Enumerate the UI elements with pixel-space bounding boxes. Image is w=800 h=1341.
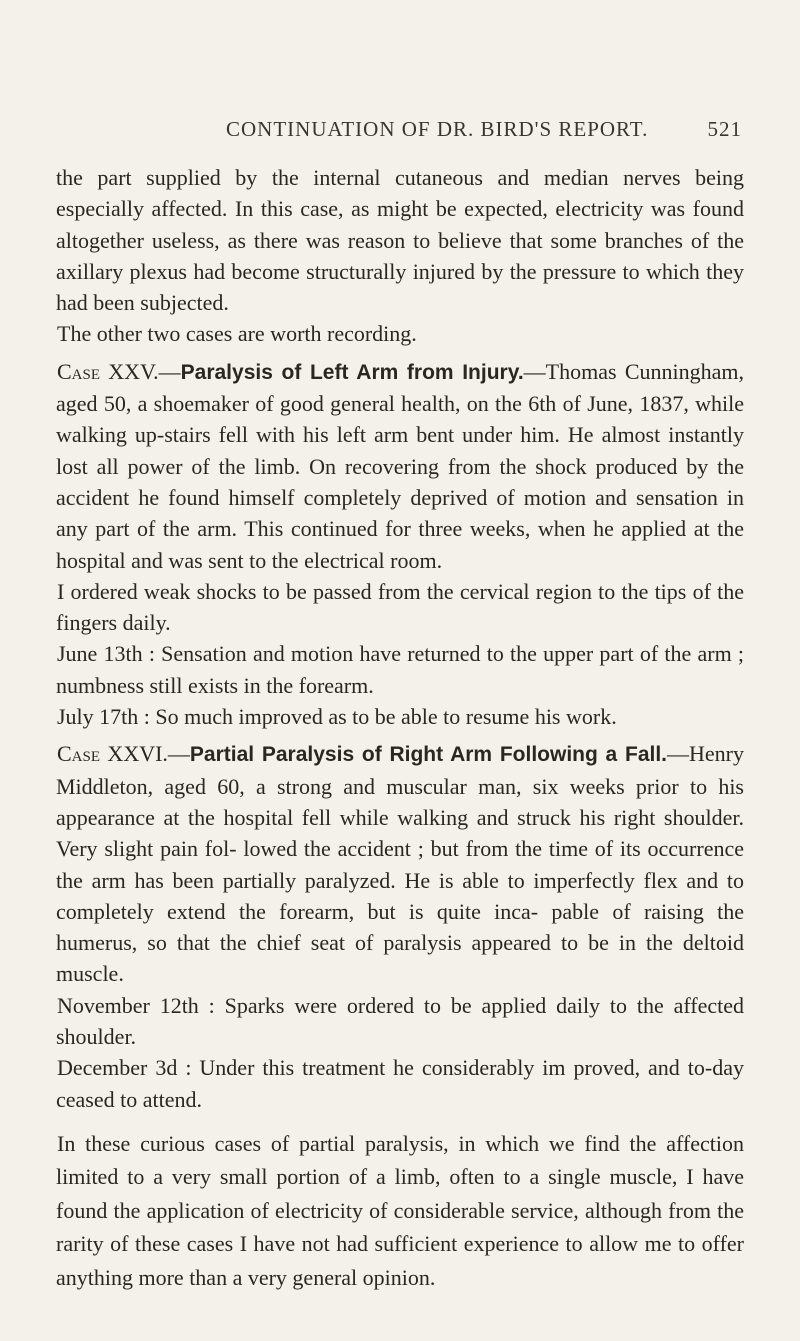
- case-25-june: June 13th : Sensation and motion have returned to the upper part of the arm ; numbness still exists in the forearm.: [56, 641, 744, 698]
- case-26-dash: —: [167, 741, 190, 767]
- case-26-paragraph: [56, 738, 744, 989]
- running-header: [226, 117, 742, 142]
- case-25-dash: —: [158, 358, 181, 384]
- case-26-label: Case XXVI.: [57, 741, 168, 767]
- page-body: [56, 162, 744, 1294]
- case-25-paragraph: [56, 356, 744, 576]
- case-26-text: —Henry Middleton, aged 60, a strong and muscular man, six weeks prior to his appearance at the hospital fell while walking and struck his right shoulder. Very slight pain fol- lowed the accident ; but from the time of its occurrence the arm has been partially paralyzed. He is able to imperfectly flex and to completely extend the forearm, but is quite inca- pable of raising the humerus, so that the chief seat of paralysis appeared to be in the deltoid muscle.: [56, 741, 744, 987]
- closing-paragraph: In these curious cases of partial paralysis, in which we find the affection limited to a very small portion of a limb, often to a single muscle, I have found the application of electricity of considerable service, although from the rarity of these cases I have not had sufficient experience to allow me to offer anything more than a very general opinion.: [56, 1130, 744, 1290]
- case-25-label: Case XXV.: [57, 358, 159, 384]
- case-26-december: December 3d : Under this treatment he considerably im proved, and to-day ceased to attend.: [56, 1055, 744, 1112]
- case-26-title: Partial Paralysis of Right Arm Following a Fall.: [189, 743, 667, 767]
- case-26-november: November 12th : Sparks were ordered to be applied daily to the affected shoulder.: [56, 992, 744, 1050]
- paragraph-1: the part supplied by the internal cutaneous and median nerves being especially affected. In this case, as might be expected, electricity was found altogether useless, as there was reason to believe that some branches of the axillary plexus had become structurally injured by the pressure to which they had been subjected.: [56, 165, 744, 316]
- case-25-text: —Thomas Cunningham, aged 50, a shoemaker of good general health, on the 6th of June, 1837, while walking up-stairs fell with his left arm bent under him. He almost instantly lost all power of the limb. On recovering from the shock produced by the accident he found himself completely deprived of motion and sensation in any part of the arm. This continued for three weeks, when he applied at the hospital and was sent to the electrical room.: [56, 358, 744, 573]
- header-title: CONTINUATION OF DR. BIRD'S REPORT.: [226, 117, 649, 141]
- page-number: 521: [707, 117, 742, 141]
- case-25-treatment: I ordered weak shocks to be passed from the cervical region to the tips of the fingers daily.: [56, 578, 744, 636]
- case-25-july: July 17th : So much improved as to be able to resume his work.: [57, 704, 617, 730]
- paragraph-2: The other two cases are worth recording.: [57, 321, 417, 347]
- case-25-title: Paralysis of Left Arm from Injury.: [180, 360, 524, 384]
